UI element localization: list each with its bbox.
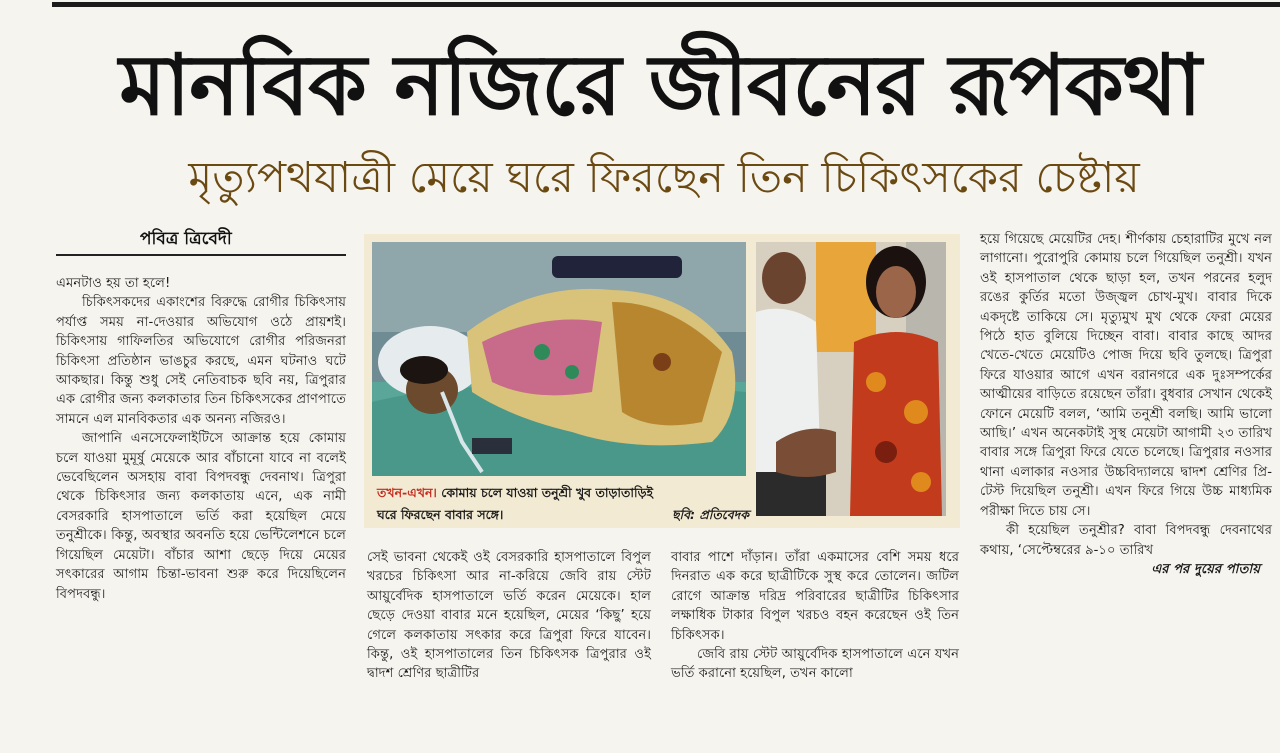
- paragraph: বাবার পাশে দাঁড়ান। তাঁরা একমাসের বেশি সময় ধরে দিনরাত এক করে ছাত্রীটিকে সুস্থ করে তোলেন। জটিল রোগে আক্রান্ত দরিদ্র পরিবারের ছাত্রীটির চিকিৎসার লক্ষাধিক টাকার বিপুল খরচও বহন করেছেন ওই তিন চিকিৎসক।: [671, 550, 959, 643]
- photo-caption: [377, 482, 749, 526]
- paragraph: হয়ে গিয়েছে মেয়েটির দেহ। শীর্ণকায় চেহারাটির মুখে নল লাগানো। পুরোপুরি কোমায় চলে গিয়েছিল তনুশ্রী। যখন ওই হাসপাতাল থেকে ছাড়া হল, তখন পরনের হলুদ রঙের কুর্তির মতো উজ্জ্বল চোখ-মুখ। বাবার দিকে একদৃষ্টে তাকিয়ে সে। মৃত্যুমুখ মুখ থেকে ফেরা মেয়ের পিঠে হাত বুলিয়ে দিচ্ছেন বাবা। বাবার কাছে আদর খেতে-খেতে মেয়েটিও পোজ দিয়ে ছবি তুলছে। ত্রিপুরা ফিরে যাওয়ার আগে এখন বরানগরে এক দুঃসম্পর্কের আত্মীয়ের বাড়িতে রয়েছেন তাঁরা। বুধবার সেখান থেকেই ফোনে মেয়েটি বলল, ‘আমি তনুশ্রী বলছি। আমি ভালো আছি।’ এখন অনেকটাই সুস্থ মেয়েটা আগামী ২৩ তারিখ বাবার সঙ্গে ত্রিপুরা ফিরে যেতে চলেছে। ত্রিপুরার নওসার থানা এলাকার নওসার উচ্চবিদ্যালয়ে দ্বাদশ শ্রেণির প্রি-টেস্ট দিয়েছিল তনুশ্রী। এখন ফিরে গিয়ে উচ্চ মাধ্যমিক পরীক্ষা দিতে চায় সে।: [980, 232, 1272, 519]
- top-rule: [52, 2, 1280, 7]
- caption-text: কোমায় চলে যাওয়া তনুশ্রী খুব তাড়াতাড়িই: [436, 485, 654, 500]
- paragraph: এমনটাও হয় তা হলে!: [56, 276, 171, 291]
- article-column-2: [367, 548, 651, 684]
- photo-father-daughter: [756, 242, 946, 516]
- paragraph: জেবি রায় স্টেট আয়ুর্বেদিক হাসপাতালে এনে যখন ভর্তি করানো হয়েছিল, তখন কালো: [671, 647, 959, 682]
- paragraph: চিকিৎসকদের একাংশের বিরুদ্ধে রোগীর চিকিৎসায় পর্যাপ্ত সময় না-দেওয়ার অভিযোগ ওঠে প্রায়শই। চিকিৎসায় গাফিলতির অভিযোগে রোগীর পরিজনরা চিকিৎসা প্রতিষ্ঠান ভাঙচুর করছে, এমন ঘটনাও ঘটে আকছার। কিন্তু শুধু সেই নেতিবাচক ছবি নয়, ত্রিপুরার এক রোগীর জন্য কলকাতার তিন চিকিৎসকের প্রাণপাতে সামনে এল মানবিকতার এক অনন্য নজিরও।: [56, 295, 346, 427]
- headline: মানবিক নজিরে জীবনের রূপকথা: [119, 36, 1201, 134]
- paragraph: জাপানি এনসেফেলাইটিসে আক্রান্ত হয়ে কোমায় চলে যাওয়া মুমূর্ষু মেয়েকে আর বাঁচানো যাবে না বলেই ভেবেছিলেন অসহায় বাবা বিপদবন্ধু দেবনাথ। ত্রিপুরা থেকে চিকিৎসার জন্য কলকাতায় এনে, এক নামী বেসরকারি হাসপাতালে ভর্তি করা হয়েছিল মেয়ে তনুশ্রীকে। কিন্তু, অবস্থার অবনতি হয়ে ভেন্টিলেশনে চলে গিয়েছিল মেয়েটা। বাঁচার আশা ছেড়ে দিয়ে মেয়ের সৎকারের আগাম চিন্তা-ভাবনা শুরু করে দিয়েছিলেন বিপদবন্ধু।: [56, 431, 346, 602]
- byline-rule: [56, 254, 346, 256]
- article-column-1: [56, 274, 346, 604]
- paragraph: কী হয়েছিল তনুশ্রীর? বাবা বিপদবন্ধু দেবনাথের কথায়, ‘সেপ্টেম্বরের ৯-১০ তারিখ: [980, 523, 1272, 558]
- paragraph: সেই ভাবনা থেকেই ওই বেসরকারি হাসপাতালে বিপুল খরচের চিকিৎসা আর না-করিয়ে জেবি রায় স্টেট আয়ুর্বেদিক হাসপাতালে ভর্তি করেন মেয়েকে। হাল ছেড়ে দেওয়া বাবার মনে হয়েছিল, মেয়ের ‘কিছু’ হয়ে গেলে কলকাতায় সৎকার করে ত্রিপুরা ফিরে যাবেন। কিন্তু, ওই হাসপাতালের তিন চিকিৎসক ত্রিপুরার ওই দ্বাদশ শ্রেণির ছাত্রীটির: [367, 550, 651, 682]
- subheadline: মৃত্যুপথযাত্রী মেয়ে ঘরে ফিরছেন তিন চিকিৎসকের চেষ্টায়: [188, 153, 1140, 203]
- photo-credit: ছবি: প্রতিবেদক: [671, 507, 749, 522]
- byline: পবিত্র ত্রিবেদী: [140, 229, 232, 249]
- article-column-3: [671, 548, 959, 684]
- caption-text: ঘরে ফিরছেন বাবার সঙ্গে।: [377, 507, 504, 522]
- continuation-note: এর পর দুয়ের পাতায়: [1151, 561, 1260, 577]
- caption-lead: তখন-এখন।: [377, 485, 437, 500]
- article-column-4: [980, 230, 1272, 579]
- photo-hospital-bed: [372, 242, 746, 476]
